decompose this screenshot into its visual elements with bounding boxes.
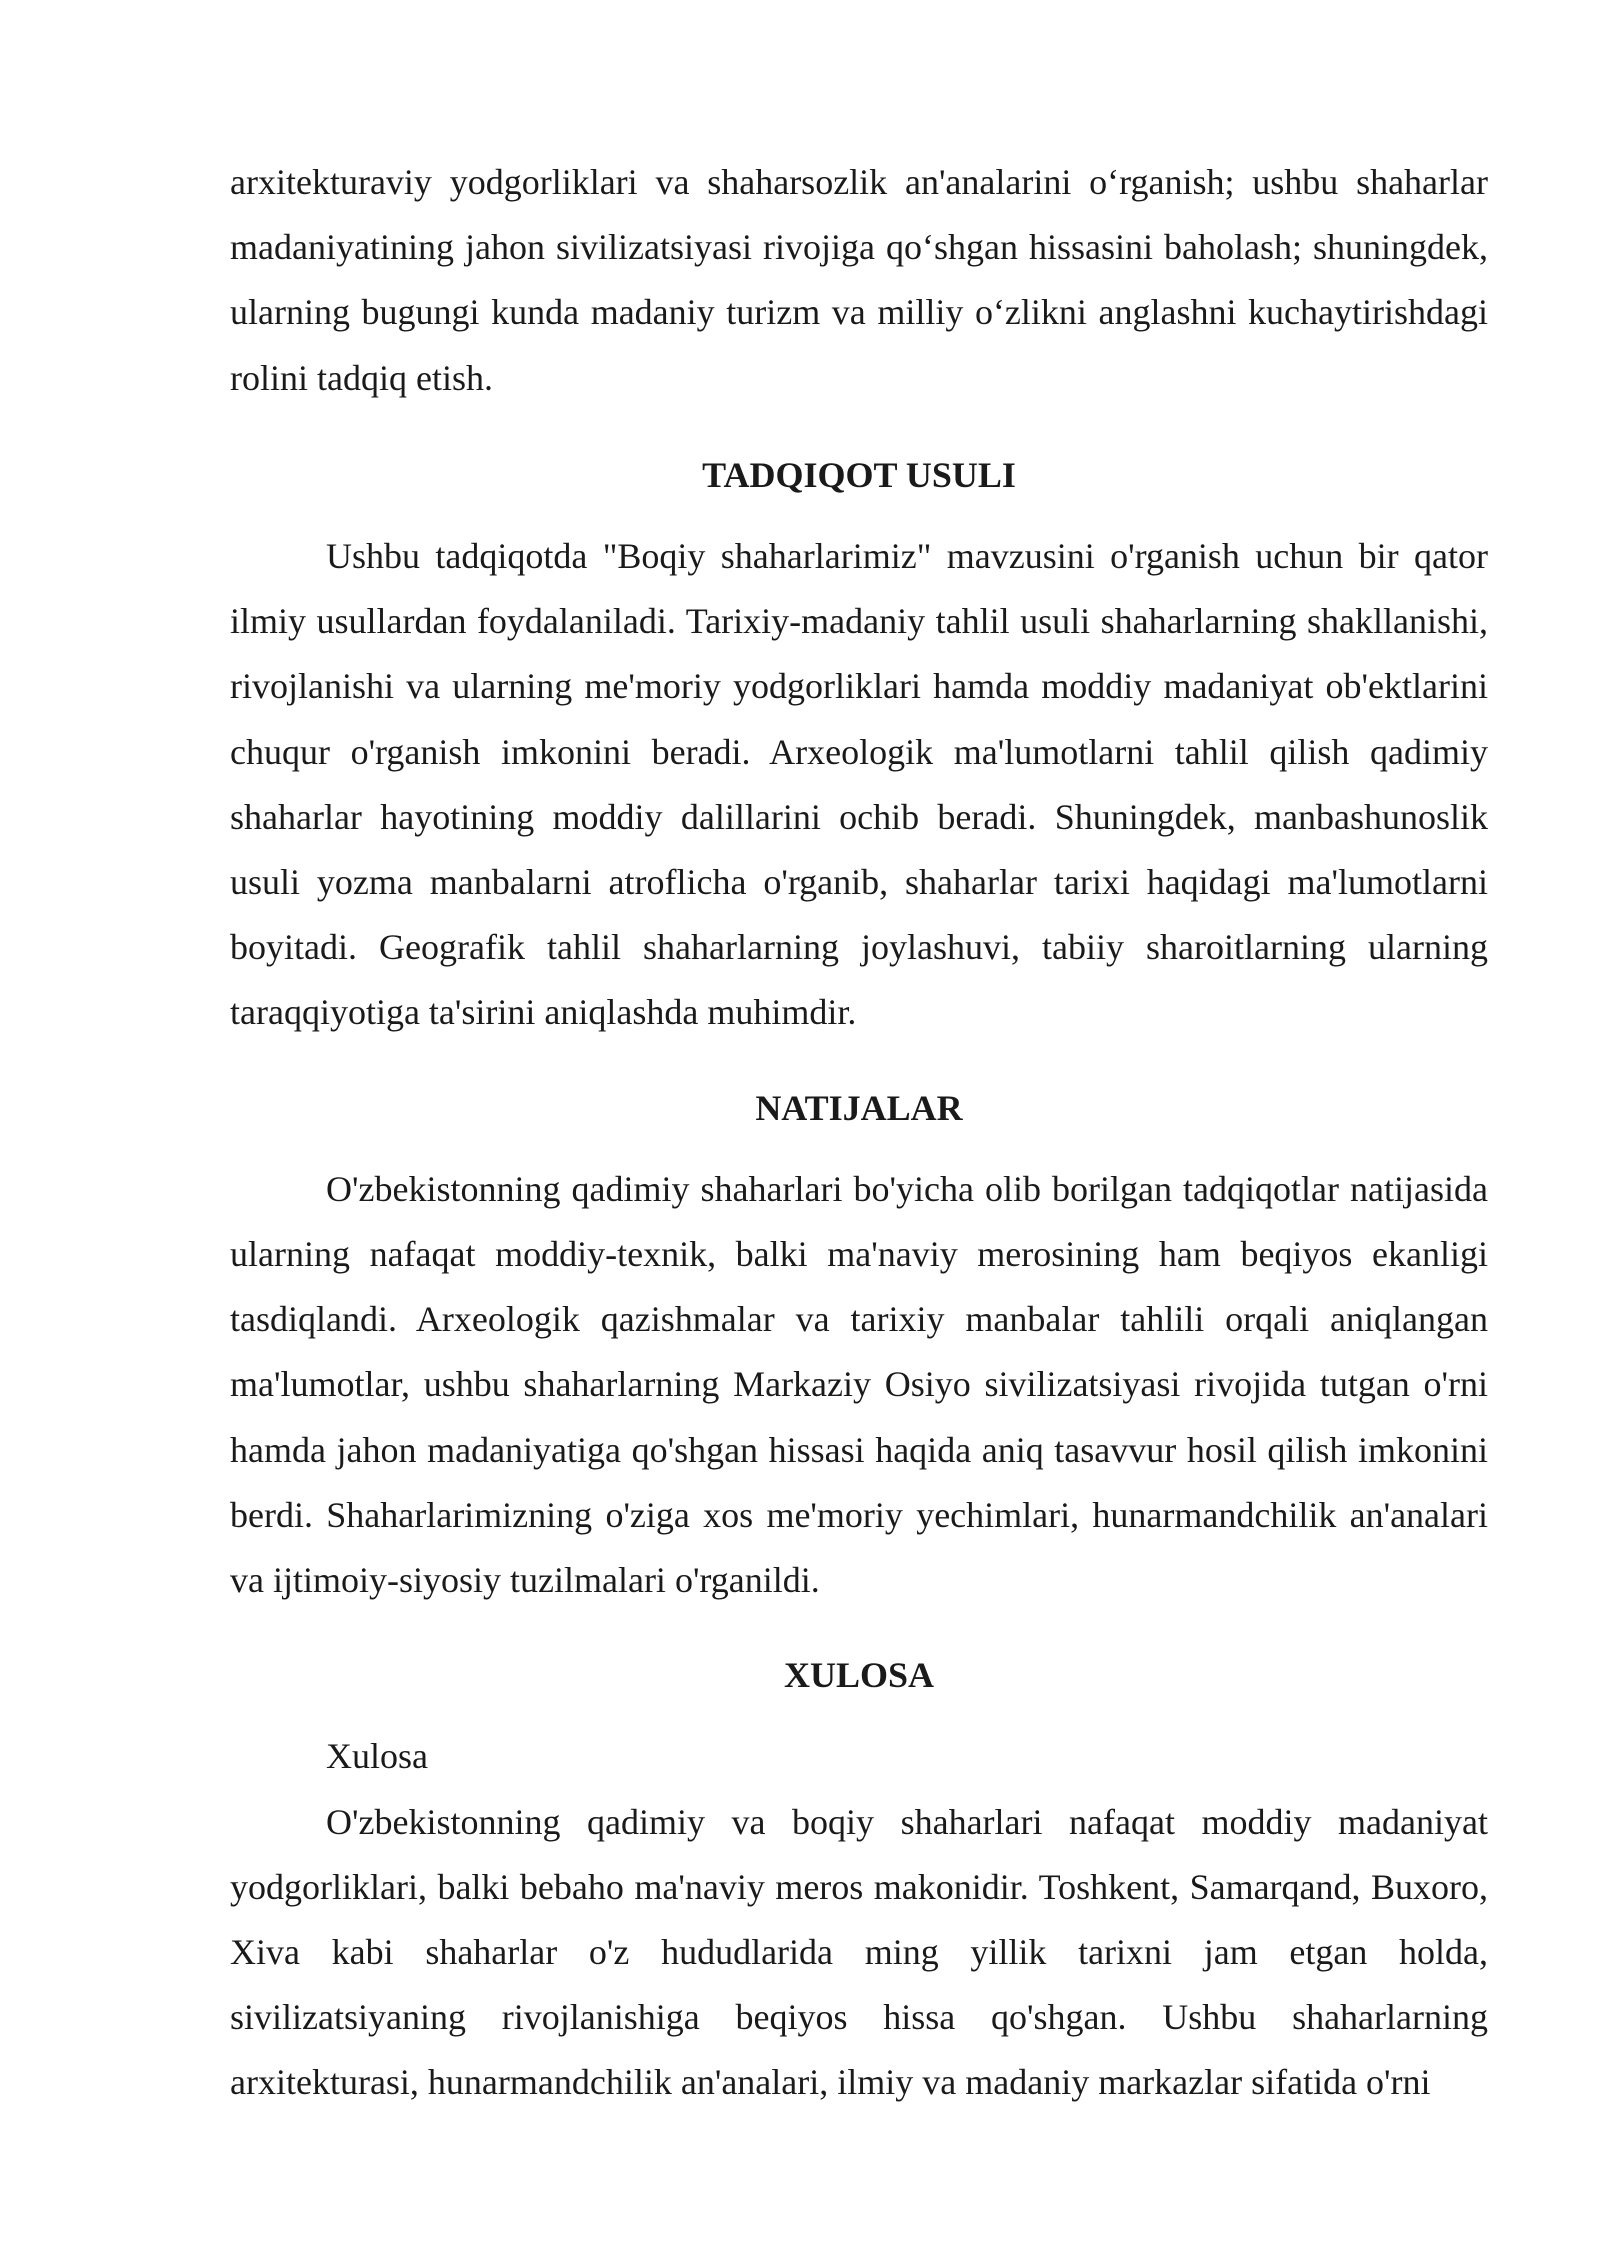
section-heading-results: NATIJALAR xyxy=(755,1087,963,1128)
section-heading-methods: TADQIQOT USULI xyxy=(702,454,1016,495)
conclusion-paragraph: O'zbekistonning qadimiy va boqiy shaharlari nafaqat moddiy madaniyat yodgorliklari, balki bebaho ma'naviy meros makonidir. Toshkent, Samarqand, Buxoro, Xiva kabi shaharlar o'z hududlarida ming yillik tarixni jam etgan holda, sivilizatsiyaning rivojlanishiga beqiyos hissa qo'shgan. Ushbu shaharlarning arxitekturasi, hunarmandchilik an'analari, ilmiy va madaniy markazlar sifatida o'rni xyxy=(230,1801,1488,2103)
methods-paragraph: Ushbu tadqiqotda "Boqiy shaharlarimiz" mavzusini o'rganish uchun bir qator ilmiy usullardan foydalaniladi. Tarixiy-madaniy tahlil usuli shaharlarning shakllanishi, rivojlanishi va ularning me'moriy yodgorliklari hamda moddiy madaniyat ob'ektlarini chuqur o'rganish imkonini beradi. Arxeologik ma'lumotlarni tahlil qilish qadimiy shaharlar hayotining moddiy dalillarini ochib beradi. Shuningdek, manbashunoslik usuli yozma manbalarni atroflicha o'rganib, shaharlar tarixi haqidagi ma'lumotlarni boyitadi. Geografik tahlil shaharlarning joylashuvi, tabiiy sharoitlarning ularning taraqqiyotiga ta'sirini aniqlashda muhimdir. xyxy=(230,536,1488,1033)
results-paragraph: O'zbekistonning qadimiy shaharlari bo'yicha olib borilgan tadqiqotlar natijasida ularning nafaqat moddiy-texnik, balki ma'naviy merosining ham beqiyos ekanligi tasdiqlandi. Arxeologik qazishmalar va tarixiy manbalar tahlili orqali aniqlangan ma'lumotlar, ushbu shaharlarning Markaziy Osiyo sivilizatsiyasi rivojida tutgan o'rni hamda jahon madaniyatiga qo'shgan hissasi haqida aniq tasavvur hosil qilish imkonini berdi. Shaharlarimizning o'ziga xos me'moriy yechimlari, hunarmandchilik an'analari va ijtimoiy-siyosiy tuzilmalari o'rganildi. xyxy=(230,1168,1488,1601)
document-page xyxy=(230,150,1488,2116)
conclusion-subtitle: Xulosa xyxy=(326,1736,428,1777)
section-heading-conclusion: XULOSA xyxy=(783,1655,935,1696)
intro-paragraph: arxitekturaviy yodgorliklari va shaharsozlik an'analarini o‘rganish; ushbu shaharlar madaniyatining jahon sivilizatsiyasi rivojiga qo‘shgan hissasini baholash; shuningdek, ularning bugungi kunda madaniy turizm va milliy o‘zlikni anglashni kuchaytirishdagi rolini tadqiq etish. xyxy=(230,162,1488,398)
